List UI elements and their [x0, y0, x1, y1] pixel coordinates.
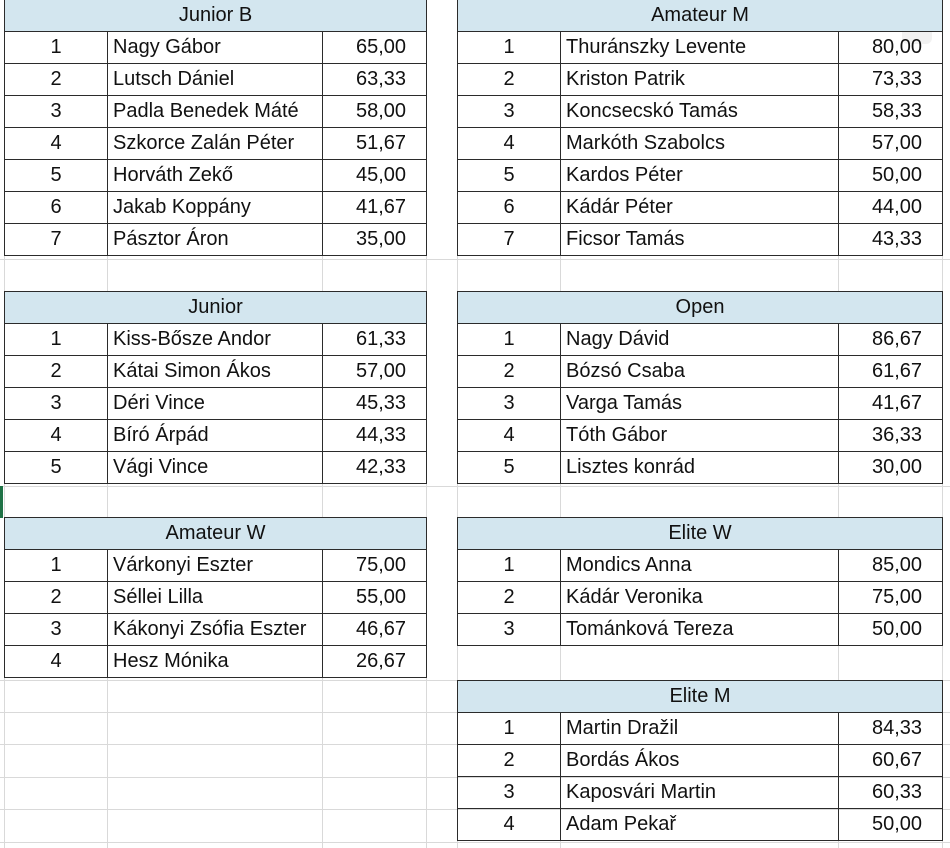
rank-cell[interactable]: 6	[458, 192, 561, 224]
name-cell[interactable]: Padla Benedek Máté	[108, 96, 323, 128]
score-cell[interactable]: 60,33	[839, 777, 943, 809]
rank-cell[interactable]: 1	[458, 550, 561, 582]
gridline	[0, 486, 950, 487]
table-row	[5, 646, 427, 678]
table-row	[458, 224, 943, 256]
results-table-open	[457, 291, 943, 484]
score-cell[interactable]: 45,00	[323, 160, 427, 192]
rank-cell[interactable]: 3	[458, 777, 561, 809]
rank-cell[interactable]: 2	[5, 64, 108, 96]
table-header[interactable]: Open	[458, 292, 943, 324]
rank-cell[interactable]: 4	[5, 128, 108, 160]
table-row	[458, 128, 943, 160]
score-cell[interactable]: 50,00	[839, 809, 943, 841]
rank-cell[interactable]: 2	[458, 582, 561, 614]
results-table-junior	[4, 291, 427, 484]
score-cell[interactable]: 35,00	[323, 224, 427, 256]
rank-cell[interactable]: 2	[5, 356, 108, 388]
name-cell[interactable]: Martin Dražil	[561, 713, 839, 745]
table-row	[458, 356, 943, 388]
name-cell[interactable]: Jakab Koppány	[108, 192, 323, 224]
score-cell[interactable]: 85,00	[839, 550, 943, 582]
rank-cell[interactable]: 1	[458, 324, 561, 356]
score-cell[interactable]: 63,33	[323, 64, 427, 96]
table-row	[458, 32, 943, 64]
name-cell[interactable]: Kátai Simon Ákos	[108, 356, 323, 388]
name-cell[interactable]: Nagy Gábor	[108, 32, 323, 64]
table-row	[458, 324, 943, 356]
name-cell[interactable]: Kardos Péter	[561, 160, 839, 192]
score-cell[interactable]: 60,67	[839, 745, 943, 777]
score-cell[interactable]: 50,00	[839, 160, 943, 192]
name-cell[interactable]: Lisztes konrád	[561, 452, 839, 484]
name-cell[interactable]: Horváth Zekő	[108, 160, 323, 192]
results-table-amateur-w	[4, 517, 427, 678]
score-cell[interactable]: 44,33	[323, 420, 427, 452]
score-cell[interactable]: 41,67	[323, 192, 427, 224]
name-cell[interactable]: Adam Pekař	[561, 809, 839, 841]
table-row	[458, 713, 943, 745]
score-cell[interactable]: 46,67	[323, 614, 427, 646]
name-cell[interactable]: Ficsor Tamás	[561, 224, 839, 256]
name-cell[interactable]: Bordás Ákos	[561, 745, 839, 777]
name-cell[interactable]: Kaposvári Martin	[561, 777, 839, 809]
score-cell[interactable]: 65,00	[323, 32, 427, 64]
name-cell[interactable]: Déri Vince	[108, 388, 323, 420]
score-cell[interactable]: 45,33	[323, 388, 427, 420]
rank-cell[interactable]: 4	[458, 809, 561, 841]
rank-cell[interactable]: 3	[5, 614, 108, 646]
name-cell[interactable]: Szkorce Zalán Péter	[108, 128, 323, 160]
table-row	[458, 550, 943, 582]
score-cell[interactable]: 42,33	[323, 452, 427, 484]
table-header[interactable]: Junior B	[5, 0, 427, 32]
table-row	[458, 64, 943, 96]
table-row	[5, 224, 427, 256]
rank-cell[interactable]: 1	[458, 32, 561, 64]
score-cell[interactable]: 50,00	[839, 614, 943, 646]
score-cell[interactable]: 61,33	[323, 324, 427, 356]
rank-cell[interactable]: 5	[458, 160, 561, 192]
results-table-amateur-m	[457, 0, 943, 256]
rank-cell[interactable]: 2	[458, 356, 561, 388]
name-cell[interactable]: Kákonyi Zsófia Eszter	[108, 614, 323, 646]
table-row	[5, 32, 427, 64]
score-cell[interactable]: 73,33	[839, 64, 943, 96]
name-cell[interactable]: Tóth Gábor	[561, 420, 839, 452]
name-cell[interactable]: Kádár Péter	[561, 192, 839, 224]
name-cell[interactable]: Lutsch Dániel	[108, 64, 323, 96]
table-row	[5, 128, 427, 160]
rank-cell[interactable]: 2	[458, 745, 561, 777]
table-row	[458, 452, 943, 484]
table-row	[5, 192, 427, 224]
rank-cell[interactable]: 2	[5, 582, 108, 614]
score-cell[interactable]: 80,00	[839, 32, 943, 64]
table-header[interactable]: Amateur M	[458, 0, 943, 32]
name-cell[interactable]: Kádár Veronika	[561, 582, 839, 614]
gridline	[0, 259, 950, 260]
score-cell[interactable]: 30,00	[839, 452, 943, 484]
rank-cell[interactable]: 4	[458, 128, 561, 160]
rank-cell[interactable]: 3	[458, 96, 561, 128]
score-cell[interactable]: 44,00	[839, 192, 943, 224]
table-row	[458, 420, 943, 452]
table-row	[458, 614, 943, 646]
rank-cell[interactable]: 3	[5, 388, 108, 420]
table-row	[458, 160, 943, 192]
name-cell[interactable]: Bíró Árpád	[108, 420, 323, 452]
score-cell[interactable]: 86,67	[839, 324, 943, 356]
table-header[interactable]: Elite M	[458, 681, 943, 713]
table-row	[5, 452, 427, 484]
results-table-elite-w	[457, 517, 943, 646]
name-cell[interactable]: Varga Tamás	[561, 388, 839, 420]
table-header[interactable]: Junior	[5, 292, 427, 324]
rank-cell[interactable]: 4	[5, 420, 108, 452]
table-row	[5, 388, 427, 420]
score-cell[interactable]: 58,33	[839, 96, 943, 128]
score-cell[interactable]: 55,00	[323, 582, 427, 614]
name-cell[interactable]: Bózsó Csaba	[561, 356, 839, 388]
name-cell[interactable]: Thuránszky Levente	[561, 32, 839, 64]
name-cell[interactable]: Markóth Szabolcs	[561, 128, 839, 160]
name-cell[interactable]: Séllei Lilla	[108, 582, 323, 614]
score-cell[interactable]: 26,67	[323, 646, 427, 678]
rank-cell[interactable]: 4	[458, 420, 561, 452]
table-row	[5, 582, 427, 614]
score-cell[interactable]: 84,33	[839, 713, 943, 745]
score-cell[interactable]: 41,67	[839, 388, 943, 420]
name-cell[interactable]: Tománková Tereza	[561, 614, 839, 646]
score-cell[interactable]: 58,00	[323, 96, 427, 128]
name-cell[interactable]: Kriston Patrik	[561, 64, 839, 96]
score-cell[interactable]: 75,00	[839, 582, 943, 614]
name-cell[interactable]: Várkonyi Eszter	[108, 550, 323, 582]
table-row	[5, 324, 427, 356]
table-row	[458, 96, 943, 128]
rank-cell[interactable]: 3	[458, 388, 561, 420]
rank-cell[interactable]: 3	[458, 614, 561, 646]
table-row	[5, 614, 427, 646]
rank-cell[interactable]: 1	[458, 713, 561, 745]
score-cell[interactable]: 75,00	[323, 550, 427, 582]
table-row	[5, 420, 427, 452]
rank-cell[interactable]: 5	[5, 160, 108, 192]
name-cell[interactable]: Hesz Mónika	[108, 646, 323, 678]
active-cell-marker	[0, 486, 3, 518]
table-header[interactable]: Elite W	[458, 518, 943, 550]
score-cell[interactable]: 51,67	[323, 128, 427, 160]
table-row	[5, 356, 427, 388]
table-row	[5, 160, 427, 192]
score-cell[interactable]: 57,00	[323, 356, 427, 388]
table-row	[458, 777, 943, 809]
rank-cell[interactable]: 3	[5, 96, 108, 128]
score-cell[interactable]: 36,33	[839, 420, 943, 452]
results-table-elite-m	[457, 680, 943, 841]
table-row	[458, 388, 943, 420]
score-cell[interactable]: 61,67	[839, 356, 943, 388]
table-row	[5, 96, 427, 128]
rank-cell[interactable]: 5	[458, 452, 561, 484]
rank-cell[interactable]: 1	[5, 32, 108, 64]
table-row	[5, 550, 427, 582]
name-cell[interactable]: Koncsecskó Tamás	[561, 96, 839, 128]
table-row	[458, 745, 943, 777]
name-cell[interactable]: Kiss-Bősze Andor	[108, 324, 323, 356]
rank-cell[interactable]: 1	[5, 550, 108, 582]
results-table-junior-b	[4, 0, 427, 256]
name-cell[interactable]: Vági Vince	[108, 452, 323, 484]
table-row	[458, 192, 943, 224]
score-cell[interactable]: 57,00	[839, 128, 943, 160]
rank-cell[interactable]: 6	[5, 192, 108, 224]
rank-cell[interactable]: 7	[458, 224, 561, 256]
rank-cell[interactable]: 5	[5, 452, 108, 484]
rank-cell[interactable]: 4	[5, 646, 108, 678]
score-cell[interactable]: 43,33	[839, 224, 943, 256]
table-row	[458, 582, 943, 614]
rank-cell[interactable]: 2	[458, 64, 561, 96]
name-cell[interactable]: Pásztor Áron	[108, 224, 323, 256]
table-header[interactable]: Amateur W	[5, 518, 427, 550]
table-row	[5, 64, 427, 96]
name-cell[interactable]: Nagy Dávid	[561, 324, 839, 356]
rank-cell[interactable]: 1	[5, 324, 108, 356]
table-row	[458, 809, 943, 841]
name-cell[interactable]: Mondics Anna	[561, 550, 839, 582]
gridline	[0, 842, 950, 843]
rank-cell[interactable]: 7	[5, 224, 108, 256]
